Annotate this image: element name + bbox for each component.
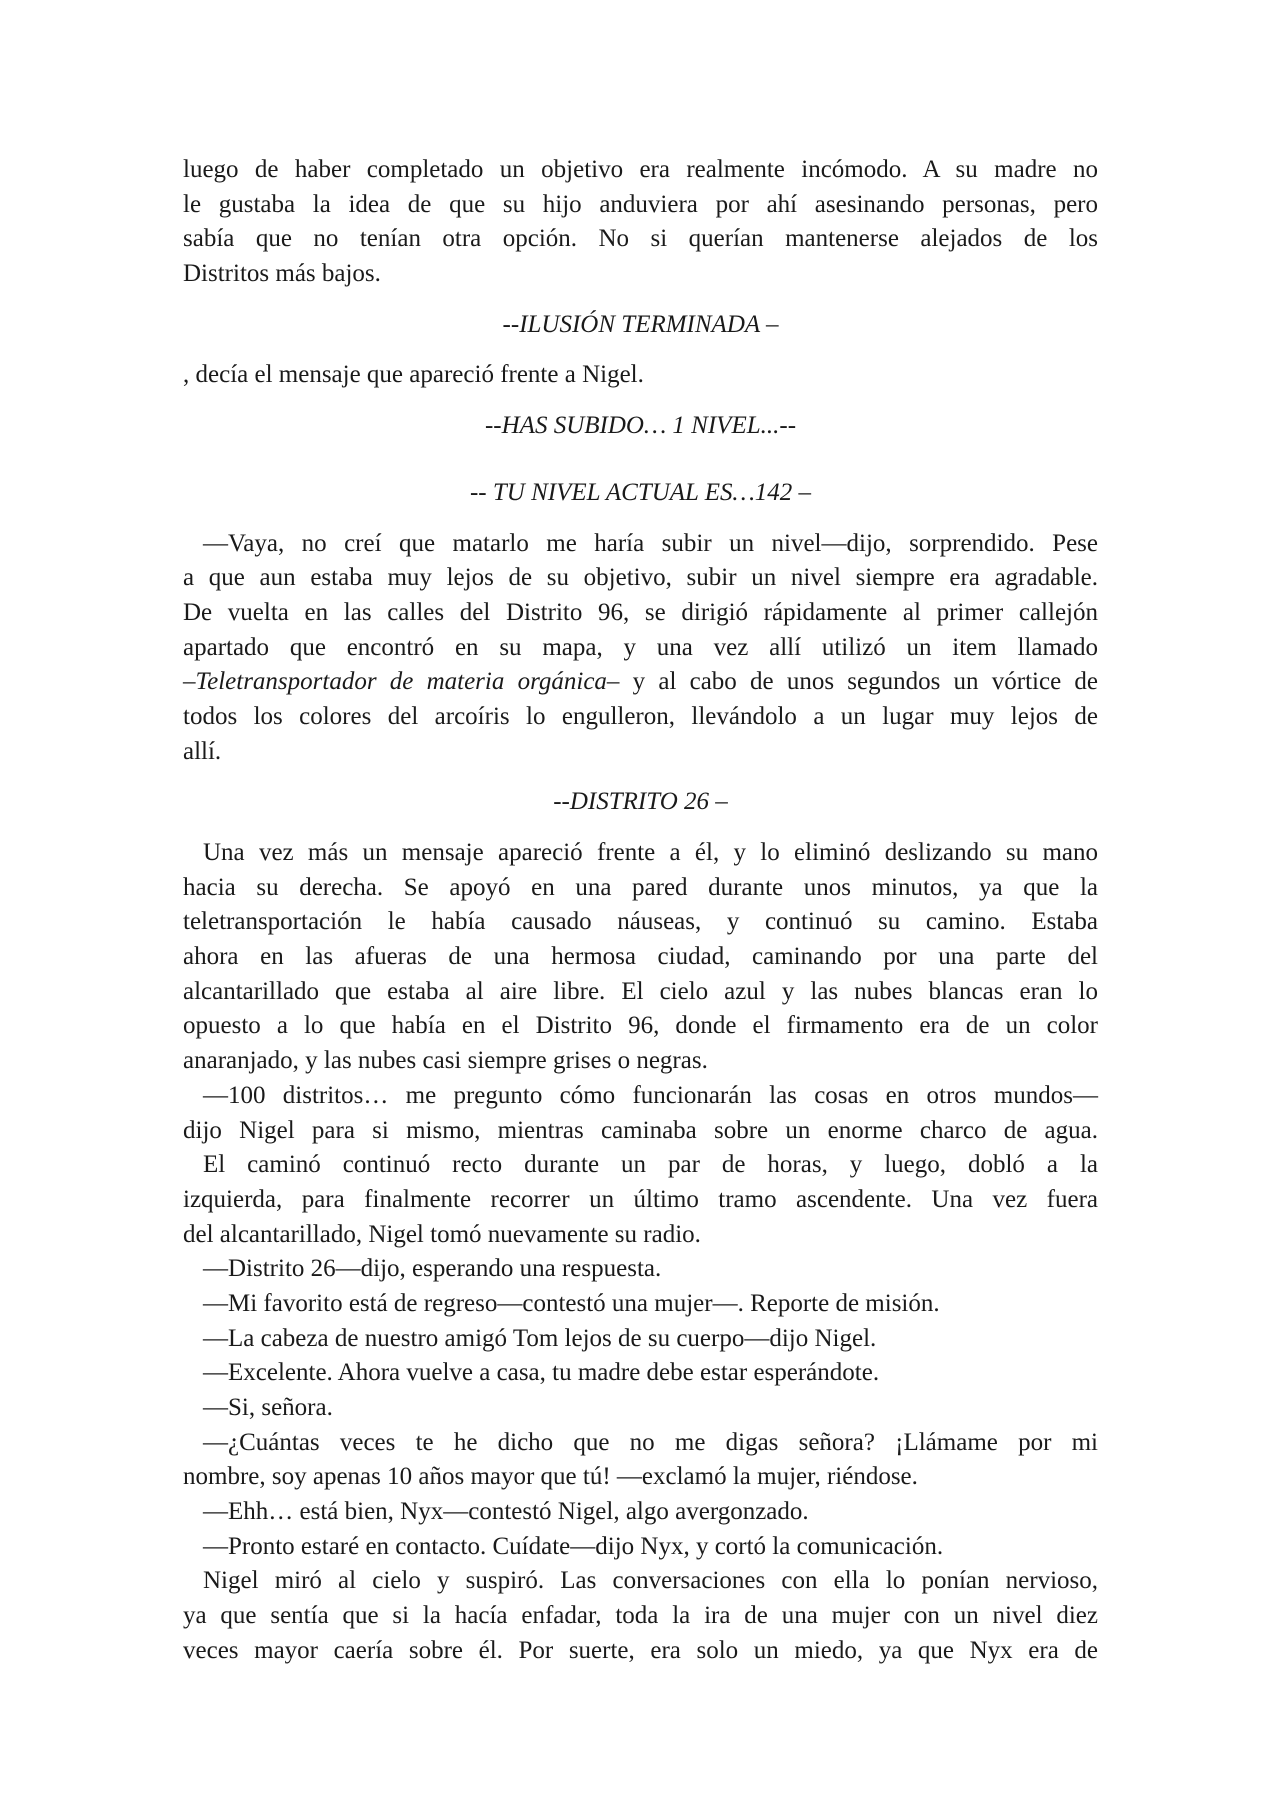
paragraph xyxy=(183,527,1098,770)
text-line: —Ehh… está bien, Nyx—contestó Nigel, algo avergonzado. xyxy=(203,1498,809,1526)
paragraph xyxy=(183,1287,1098,1322)
paragraph xyxy=(183,1426,1098,1495)
paragraph xyxy=(183,836,1098,1079)
text-line: —Vaya, no creí que matarlo me haría subir un nivel—dijo, sorprendido. Pese xyxy=(203,529,1098,557)
text-line: De vuelta en las calles del Distrito 96, se dirigió rápidamente al primer callejón xyxy=(183,598,1098,626)
text-line: —Distrito 26—dijo, esperando una respuesta. xyxy=(203,1255,662,1283)
paragraph xyxy=(183,1530,1098,1565)
text-line: Una vez más un mensaje apareció frente a él, y lo eliminó deslizando su mano xyxy=(203,839,1098,866)
text-line: del alcantarillado, Nigel tomó nuevamente su radio. xyxy=(183,1220,701,1248)
text-line: alcantarillado que estaba al aire libre. El cielo azul y las nubes blancas eran lo xyxy=(183,977,1098,1005)
spacer xyxy=(183,460,1098,476)
text-line: hacia su derecha. Se apoyó en una pared durante unos minutos, ya que la xyxy=(183,873,1098,901)
spacer xyxy=(183,444,1098,460)
text-line: opuesto a lo que había en el Distrito 96, donde el firmamento era de un color xyxy=(183,1012,1098,1040)
text-line: —100 distritos… me pregunto cómo funcionarán las cosas en otros mundos— xyxy=(203,1081,1098,1109)
text-line: dijo Nigel para si mismo, mientras caminaba sobre un enorme charco de agua. xyxy=(183,1116,1098,1144)
text-line: teletransportación le había causado náuseas, y continuó su camino. Estaba xyxy=(183,908,1098,936)
text-line: sabía que no tenían otra opción. No si querían mantenerse alejados de los xyxy=(183,225,1098,253)
paragraph xyxy=(183,1079,1098,1148)
text-line: —Excelente. Ahora vuelve a casa, tu madre debe estar esperándote. xyxy=(203,1359,880,1387)
text-line: luego de haber completado un objetivo era realmente incómodo. A su madre no xyxy=(183,156,1098,183)
text-line: —Mi favorito está de regreso—contestó una mujer—. Reporte de misión. xyxy=(203,1289,940,1317)
text-line: ya que sentía que si la hacía enfadar, toda la ira de una mujer con un nivel diez xyxy=(183,1602,1098,1630)
text-line: apartado que encontró en su mapa, y una vez allí utilizó un item llamado xyxy=(183,633,1098,661)
paragraph xyxy=(183,358,1098,393)
system-message: -- TU NIVEL ACTUAL ES…142 – xyxy=(469,478,812,506)
text-line: Nigel miró al cielo y suspiró. Las conversaciones con ella lo ponían nervioso, xyxy=(203,1567,1098,1595)
text-line: izquierda, para finalmente recorrer un último tramo ascendente. Una vez fuera xyxy=(183,1185,1098,1213)
text-line: ahora en las afueras de una hermosa ciudad, caminando por una parte del xyxy=(183,943,1098,971)
paragraph xyxy=(183,1356,1098,1391)
text-line: le gustaba la idea de que su hijo anduviera por ahí asesinando personas, pero xyxy=(183,190,1098,218)
system-message: --ILUSIÓN TERMINADA – xyxy=(502,310,779,338)
text-line: , decía el mensaje que apareció frente a Nigel. xyxy=(183,361,644,389)
paragraph xyxy=(183,1322,1098,1357)
paragraph xyxy=(183,1148,1098,1252)
text-line: anaranjado, y las nubes casi siempre grises o negras. xyxy=(183,1047,708,1075)
system-message: --DISTRITO 26 – xyxy=(553,788,728,816)
text-line: veces mayor caería sobre él. Por suerte, era solo un miedo, ya que Nyx era de xyxy=(183,1636,1098,1664)
system-message: --HAS SUBIDO… 1 NIVEL...-- xyxy=(484,412,797,440)
text-line: —Pronto estaré en contacto. Cuídate—dijo Nyx, y cortó la comunicación. xyxy=(203,1532,944,1560)
text-line: todos los colores del arcoíris lo engulleron, llevándolo a un lugar muy lejos de xyxy=(183,702,1098,730)
text-line: Distritos más bajos. xyxy=(183,260,381,288)
book-page xyxy=(183,153,1098,1669)
text-line: allí. xyxy=(183,737,222,765)
paragraph xyxy=(183,1252,1098,1287)
text-line: –Teletransportador de materia orgánica– y al cabo de unos segundos un vórtice de xyxy=(183,668,1098,696)
spacer xyxy=(183,393,1098,409)
text-line: El caminó continuó recto durante un par de horas, y luego, dobló a la xyxy=(203,1151,1098,1179)
text-line: —Si, señora. xyxy=(203,1394,333,1421)
paragraph xyxy=(183,1564,1098,1668)
spacer xyxy=(183,292,1098,308)
spacer xyxy=(183,342,1098,358)
spacer xyxy=(183,769,1098,785)
item-name: –Teletransportador de materia orgánica– xyxy=(183,668,620,696)
text-line: —¿Cuántas veces te he dicho que no me digas señora? ¡Llámame por mi xyxy=(203,1428,1098,1456)
spacer xyxy=(183,820,1098,836)
text-line: nombre, soy apenas 10 años mayor que tú! —exclamó la mujer, riéndose. xyxy=(183,1463,918,1491)
text-line: —La cabeza de nuestro amigó Tom lejos de su cuerpo—dijo Nigel. xyxy=(203,1324,877,1352)
text-line: a que aun estaba muy lejos de su objetivo, subir un nivel siempre era agradable. xyxy=(183,564,1098,592)
paragraph xyxy=(183,1495,1098,1530)
paragraph xyxy=(183,153,1098,292)
paragraph xyxy=(183,1391,1098,1426)
spacer xyxy=(183,511,1098,527)
